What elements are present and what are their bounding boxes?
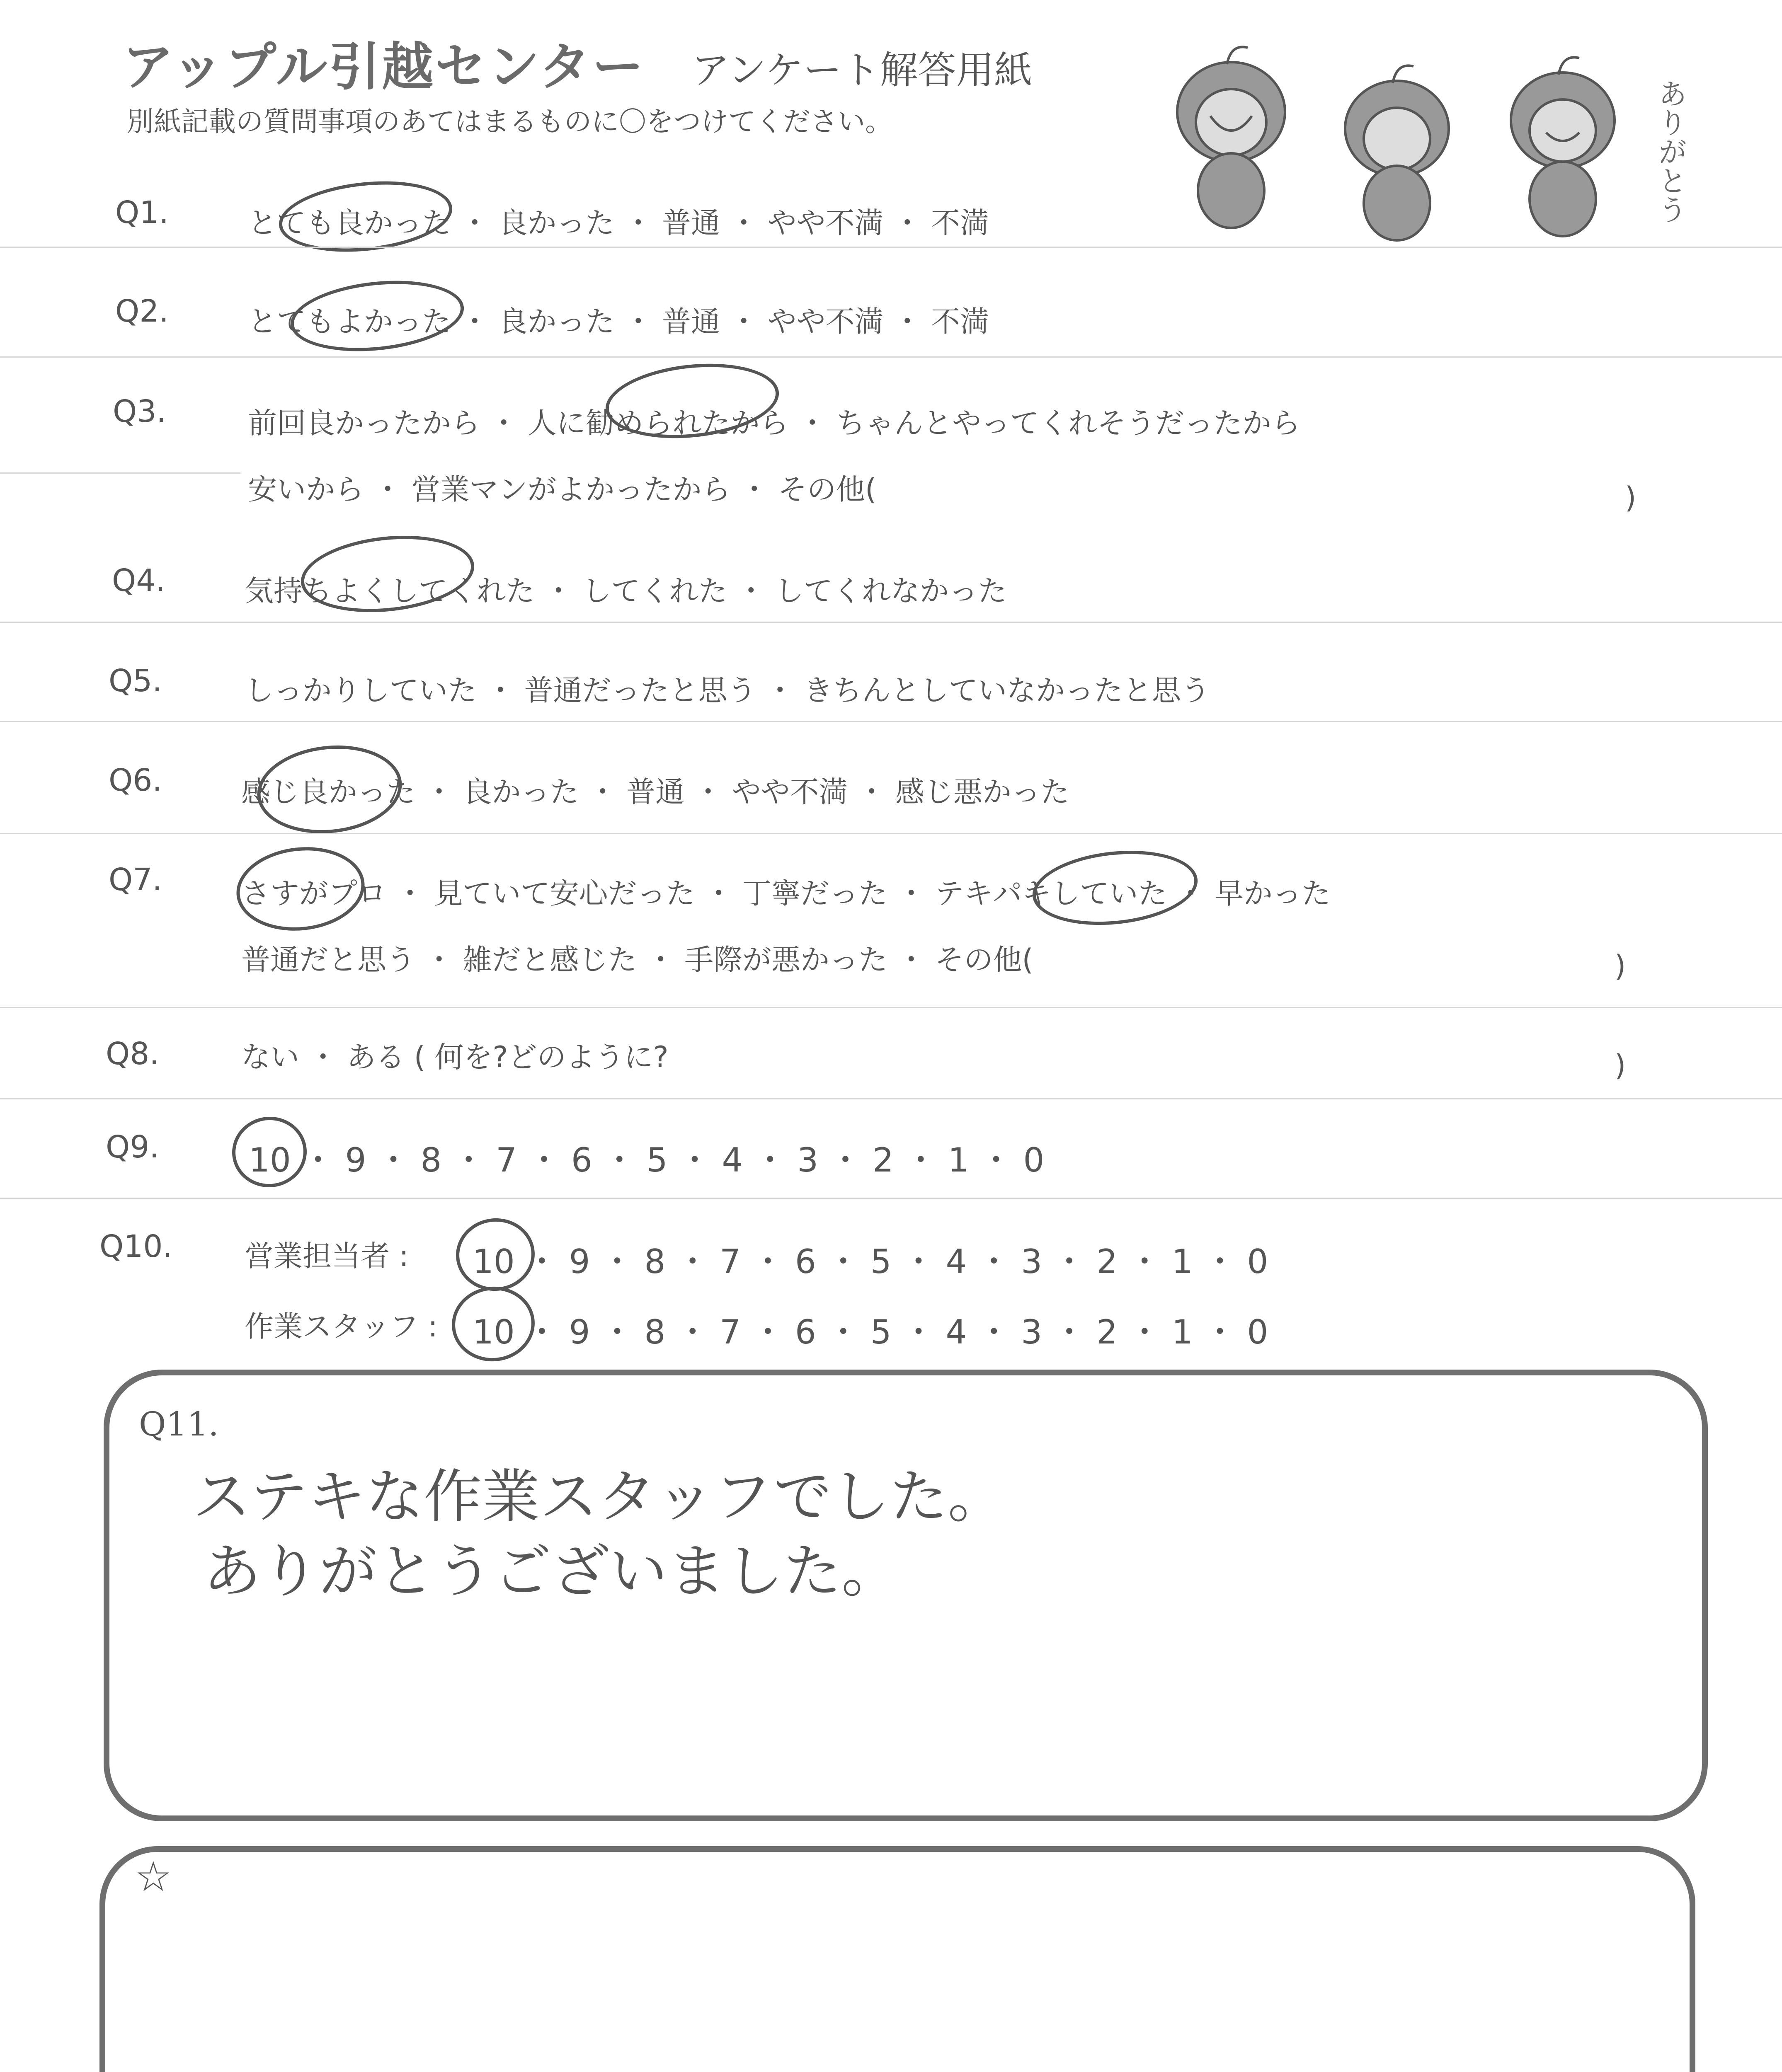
q7-label: Q7. <box>109 862 162 898</box>
q2-options: とてもよかった ・ 良かった ・ 普通 ・ やや不満 ・ 不満 <box>248 305 989 339</box>
q8-label: Q8. <box>106 1036 159 1072</box>
q6-answer-circle <box>253 738 406 840</box>
q8-close-paren: ) <box>1615 1048 1626 1082</box>
q10-staff-scale: 10 ・ 9 ・ 8 ・ 7 ・ 6 ・ 5 ・ 4 ・ 3 ・ 2 ・ 1 ・ 0 <box>473 1313 1268 1351</box>
star-comment-box <box>99 1846 1695 2072</box>
divider <box>0 1198 1782 1199</box>
q7-options-line2: 普通だと思う ・ 雑だと感じた ・ 手際が悪かった ・ その他( <box>241 943 1033 977</box>
q5-label: Q5. <box>109 663 162 699</box>
q2-label: Q2. <box>115 293 169 329</box>
divider <box>0 247 1782 248</box>
divider <box>0 1098 1782 1099</box>
monkey-mascot-illustration <box>1136 25 1716 257</box>
form-title: アップル引越センター <box>122 37 645 97</box>
q11-handwritten-line2: ありがとうございました。 <box>203 1538 900 1605</box>
q10-sales-label: 営業担当者 : <box>245 1239 409 1273</box>
divider <box>0 622 1782 623</box>
q9-scale: 10 ・ 9 ・ 8 ・ 7 ・ 6 ・ 5 ・ 4 ・ 3 ・ 2 ・ 1 ・ 0 <box>249 1141 1045 1179</box>
q4-label: Q4. <box>112 563 165 598</box>
q1-label: Q1. <box>115 195 169 230</box>
star-icon: ☆ <box>135 1852 172 1901</box>
q3-label: Q3. <box>113 394 166 429</box>
q7-close-paren: ) <box>1615 949 1626 983</box>
q11-handwritten-line1: ステキな作業スタッフでした。 <box>193 1463 1006 1531</box>
q7-answer-circle-2 <box>1029 843 1201 933</box>
q2-answer-circle <box>287 273 468 359</box>
divider <box>0 1007 1782 1008</box>
q8-options: ない ・ ある ( 何を?どのように? <box>241 1040 669 1074</box>
divider <box>0 721 1782 722</box>
instructions: 別紙記載の質問事項のあてはまるものに〇をつけてください。 <box>126 106 892 138</box>
divider <box>0 833 1782 834</box>
q6-options: 感じ良かった ・ 良かった ・ 普通 ・ やや不満 ・ 感じ悪かった <box>241 775 1070 809</box>
form-subtitle: アンケート解答用紙 <box>691 48 1033 92</box>
q7-options-line1: さすがプロ ・ 見ていて安心だった ・ 丁寧だった ・ テキパキしていた ・ 早かった <box>241 876 1331 910</box>
q10-staff-label: 作業スタッフ : <box>245 1310 438 1343</box>
q4-options: 気持ちよくしてくれた ・ してくれた ・ してくれなかった <box>245 574 1007 608</box>
q3-options-line1: 前回良かったから ・ 人に勧められたから ・ ちゃんとやってくれそうだったから <box>248 406 1301 440</box>
divider <box>0 356 1782 358</box>
q10-sales-scale: 10 ・ 9 ・ 8 ・ 7 ・ 6 ・ 5 ・ 4 ・ 3 ・ 2 ・ 1 ・ 0 <box>473 1242 1268 1281</box>
q10-label: Q10. <box>99 1229 172 1264</box>
q9-label: Q9. <box>106 1129 159 1165</box>
svg-text:ありがとう: ありがとう <box>1654 79 1687 224</box>
q11-label: Q11. <box>139 1405 219 1443</box>
q6-label: Q6. <box>109 762 162 798</box>
divider <box>0 472 240 474</box>
q1-options: とても良かった ・ 良かった ・ 普通 ・ やや不満 ・ 不満 <box>248 206 989 240</box>
q10-sales-answer-circle <box>452 1215 538 1295</box>
q3-close-paren: ) <box>1625 481 1637 515</box>
q3-options-line2: 安いから ・ 営業マンがよかったから ・ その他( <box>248 472 877 506</box>
q5-options: しっかりしていた ・ 普通だったと思う ・ きちんとしていなかったと思う <box>245 673 1210 707</box>
q7-answer-circle <box>232 841 369 937</box>
